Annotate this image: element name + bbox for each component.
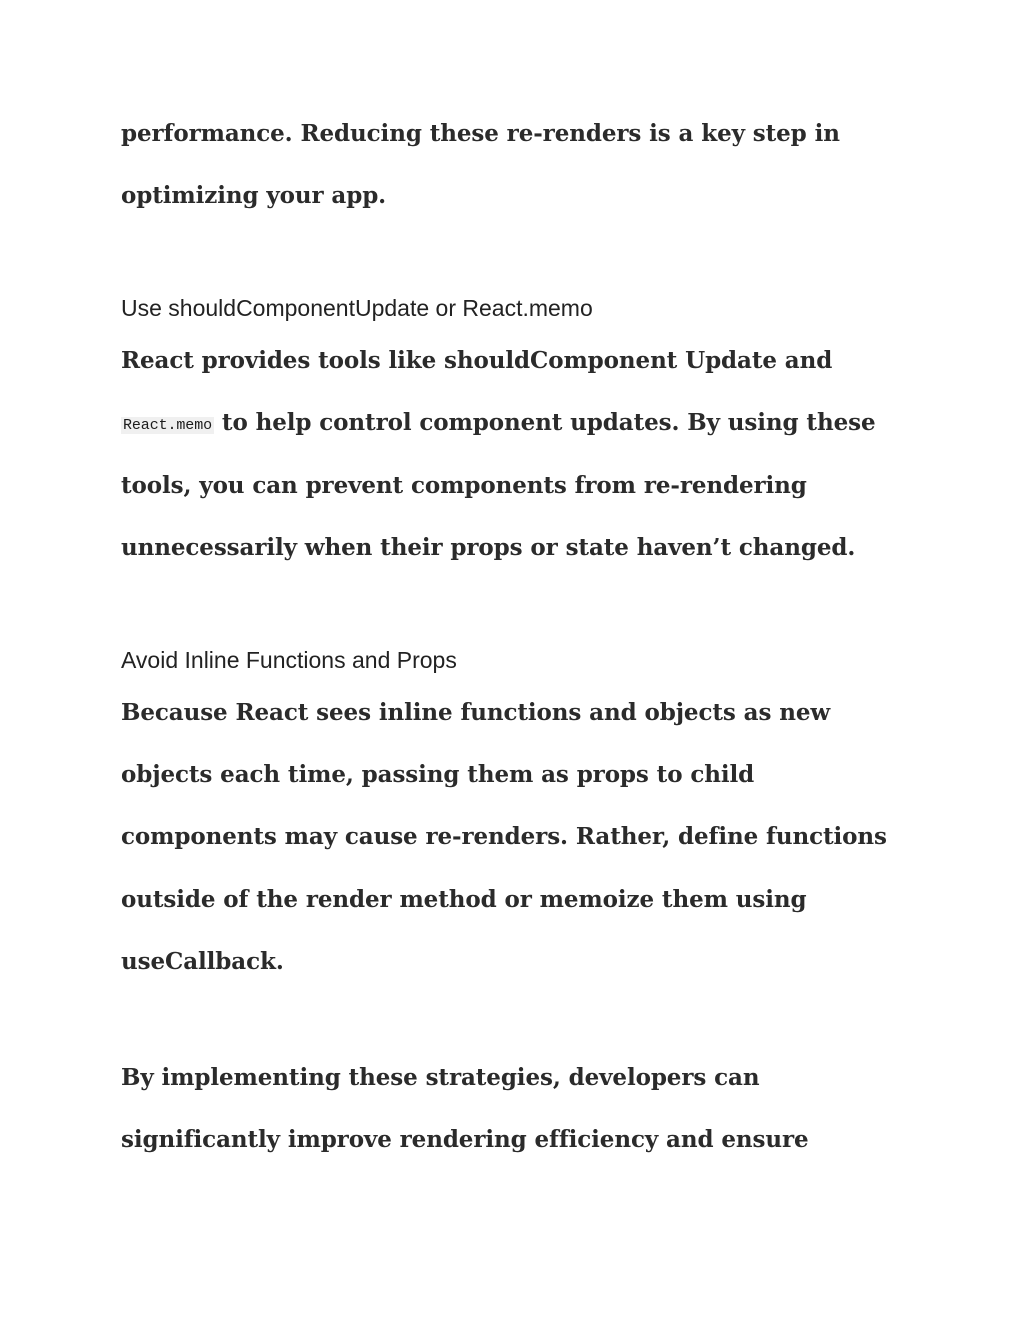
- section1-line-3: tools, you can prevent components from re-rendering: [121, 472, 807, 499]
- section2-line-2: objects each time, passing them as props to child: [121, 761, 755, 788]
- intro-line-1: performance. Reducing these re-renders is a key step in: [121, 120, 840, 147]
- section2-line-4: outside of the render method or memoize them using: [121, 886, 807, 913]
- intro-line-2: optimizing your app.: [121, 182, 387, 209]
- section2-line-3: components may cause re-renders. Rather, define functions: [121, 823, 887, 850]
- section1-line-4: unnecessarily when their props or state haven’t changed.: [121, 534, 856, 561]
- section-heading-memo: Use shouldComponentUpdate or React.memo: [121, 295, 593, 321]
- section1-line-1: React provides tools like shouldComponent Update and: [121, 347, 833, 374]
- conclusion-line-1: By implementing these strategies, developers can: [121, 1064, 760, 1091]
- section1-line-2: [121, 408, 876, 441]
- section1-line-2-text: to help control component updates. By using these: [214, 409, 876, 436]
- section2-line-1: Because React sees inline functions and objects as new: [121, 699, 831, 726]
- section-heading-inline-functions: Avoid Inline Functions and Props: [121, 647, 457, 673]
- section2-line-5: useCallback.: [121, 948, 284, 975]
- conclusion-line-2: significantly improve rendering efficiency and ensure: [121, 1126, 809, 1153]
- inline-code-react-memo: React.memo: [123, 417, 213, 434]
